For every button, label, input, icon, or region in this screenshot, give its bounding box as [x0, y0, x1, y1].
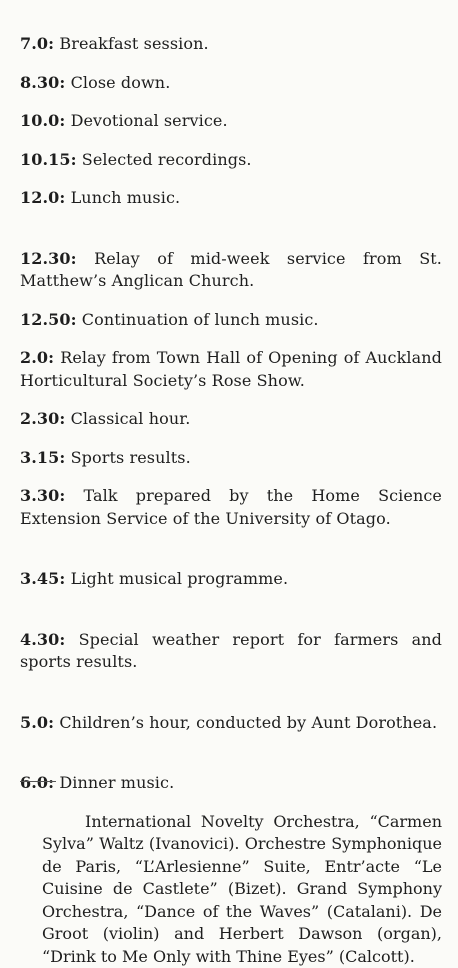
programme-entry — [20, 248, 442, 293]
programme-entry — [20, 712, 442, 735]
programme-entry — [20, 485, 442, 530]
entry-text: Classical hour. — [71, 409, 191, 428]
entry-text: Talk prepared by the Home Science Extension Service of the University of Otago. — [20, 486, 442, 528]
programme-entry — [20, 33, 442, 56]
programme-entry — [20, 149, 442, 172]
entry-text: Special weather report for farmers and sports results. — [20, 630, 442, 672]
entry-time: 3.30: — [20, 486, 65, 505]
entry-time: 2.0: — [20, 348, 54, 367]
programme-entry — [20, 408, 442, 431]
programme-entry — [20, 347, 442, 392]
entry-time: 8.30: — [20, 73, 65, 92]
entry-time: 10.0: — [20, 111, 65, 130]
programme-entry — [20, 568, 442, 591]
programme-entry — [20, 187, 442, 210]
entry-time: 5.0: — [20, 713, 54, 732]
entry-time: 12.0: — [20, 188, 65, 207]
programme-list — [20, 17, 442, 968]
entry-time: 7.0: — [20, 34, 54, 53]
programme-entry — [20, 72, 442, 95]
entry-text: Relay of mid-week service from St. Matthew’s Anglican Church. — [20, 249, 442, 291]
entry-time: 10.15: — [20, 150, 77, 169]
entry-text: Devotional service. — [71, 111, 228, 130]
entry-time: 4.30: — [20, 630, 65, 649]
dinner-music-details: International Novelty Orchestra, “Carmen Sylva” Waltz (Ivanovici). Orchestre Symphonique de Paris, “L’Arlesienne” Suite, Entr’acte “Le Cuisine de Castlete” (Bizet). Grand Symphony Orchestra, “Dance of the Waves” (Catalani). De Groot (violin) and Herbert Dawson (organ), “Drink to Me Only with Thine Eyes” (Calcott). — [20, 811, 442, 968]
entry-text: Light musical programme. — [71, 569, 289, 588]
entry-text: Close down. — [71, 73, 171, 92]
entry-time: 3.15: — [20, 448, 65, 467]
entry-time: 2.30: — [20, 409, 65, 428]
entry-text: Continuation of lunch music. — [82, 310, 319, 329]
entry-text: Selected recordings. — [82, 150, 252, 169]
programme-entry — [20, 772, 442, 795]
entry-text: Dinner music. — [59, 773, 174, 792]
programme-entry — [20, 309, 442, 332]
entry-text: Children’s hour, conducted by Aunt Dorothea. — [59, 713, 437, 732]
column-rule — [20, 781, 56, 782]
programme-entry — [20, 629, 442, 674]
entry-text: Sports results. — [71, 448, 191, 467]
entry-time: 12.50: — [20, 310, 77, 329]
entry-time: 12.30: — [20, 249, 77, 268]
entry-time: 3.45: — [20, 569, 65, 588]
entry-text: Breakfast session. — [59, 34, 208, 53]
programme-entry — [20, 110, 442, 133]
entry-text: Lunch music. — [71, 188, 181, 207]
programme-entry — [20, 447, 442, 470]
entry-text: Relay from Town Hall of Opening of Auckland Horticultural Society’s Rose Show. — [20, 348, 442, 390]
entry-time: 6.0: — [20, 773, 54, 792]
